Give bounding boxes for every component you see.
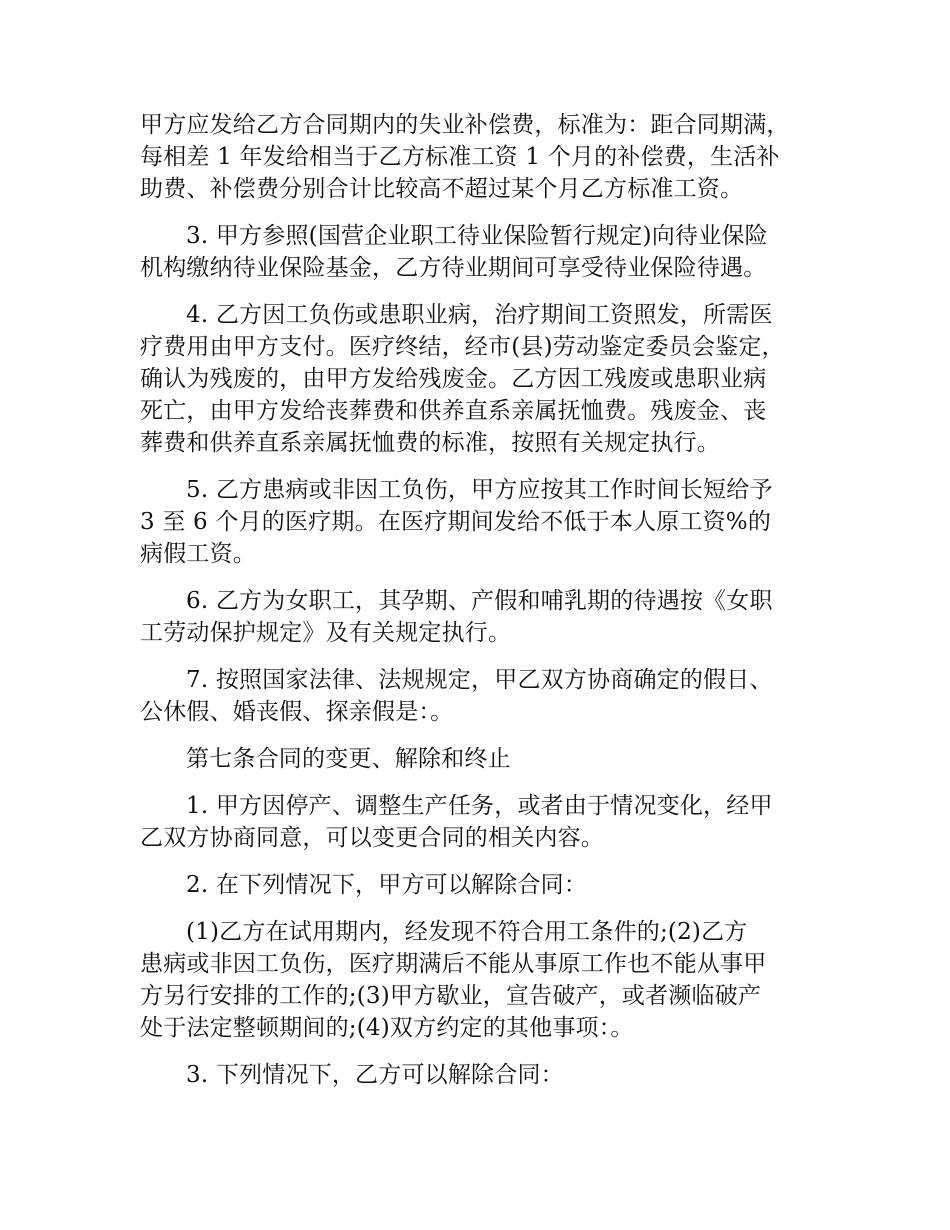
text-line: 病假工资。 (140, 541, 256, 567)
text-line: 5. 乙方患病或非因工负伤，甲方应按其工作时间长短给予 (186, 477, 773, 503)
text-line: 3. 甲方参照(国营企业职工待业保险暂行规定)向待业保险 (186, 223, 768, 249)
paragraph-termination-conditions (140, 916, 840, 1044)
text-line: 死亡，由甲方发给丧葬费和供养直系亲属抚恤费。残废金、丧 (140, 398, 767, 424)
paragraph-change-item-3 (140, 1059, 840, 1091)
text-line: 处于法定整顿期间的;(4)双方约定的其他事项：。 (140, 1015, 634, 1041)
text-line: 方另行安排的工作的;(3)甲方歇业，宣告破产，或者濒临破产 (140, 983, 762, 1009)
text-line: 每相差 1 年发给相当于乙方标准工资 1 个月的补偿费，生活补 (140, 144, 780, 170)
text-line: 葬费和供养直系亲属抚恤费的标准，按照有关规定执行。 (140, 430, 720, 456)
section-heading-article-7 (140, 743, 840, 775)
text-line: 2. 在下列情况下，甲方可以解除合同： (186, 872, 588, 898)
text-line: 第七条合同的变更、解除和终止 (186, 746, 511, 772)
paragraph-item-6 (140, 585, 840, 649)
paragraph-item-5 (140, 474, 840, 570)
text-line: 患病或非因工负伤，医疗期满后不能从事原工作也不能从事甲 (140, 951, 767, 977)
document-body (140, 109, 840, 1106)
text-line: 3. 下列情况下，乙方可以解除合同： (186, 1062, 564, 1088)
text-line: 甲方应发给乙方合同期内的失业补偿费，标准为：距合同期满， (140, 112, 790, 138)
text-line: 6. 乙方为女职工，其孕期、产假和哺乳期的待遇按《女职 (186, 588, 773, 614)
text-line: 疗费用由甲方支付。医疗终结，经市(县)劳动鉴定委员会鉴定， (140, 334, 785, 360)
text-line: 7. 按照国家法律、法规规定，甲乙双方协商确定的假日、 (186, 667, 773, 693)
text-line: 工劳动保护规定》及有关规定执行。 (140, 620, 512, 646)
text-line: 机构缴纳待业保险基金，乙方待业期间可享受待业保险待遇。 (140, 255, 767, 281)
text-line: 公休假、婚丧假、探亲假是：。 (140, 699, 454, 725)
paragraph-item-7 (140, 664, 840, 728)
text-line: 乙双方协商同意，可以变更合同的相关内容。 (140, 825, 604, 851)
text-line: 助费、补偿费分别合计比较高不超过某个月乙方标准工资。 (140, 176, 744, 202)
text-line: 3 至 6 个月的医疗期。在医疗期间发给不低于本人原工资%的 (140, 509, 772, 535)
paragraph-item-4 (140, 299, 840, 459)
paragraph-unemployment-compensation (140, 109, 840, 205)
paragraph-change-item-1 (140, 790, 840, 854)
paragraph-change-item-2 (140, 869, 840, 901)
text-line: 1. 甲方因停产、调整生产任务，或者由于情况变化，经甲 (186, 793, 773, 819)
text-line: 确认为残废的，由甲方发给残废金。乙方因工残废或患职业病 (140, 366, 767, 392)
text-line: 4. 乙方因工负伤或患职业病，治疗期间工资照发，所需医 (186, 302, 773, 328)
paragraph-item-3 (140, 220, 840, 284)
text-line: (1)乙方在试用期内，经发现不符合用工条件的;(2)乙方 (186, 919, 748, 945)
